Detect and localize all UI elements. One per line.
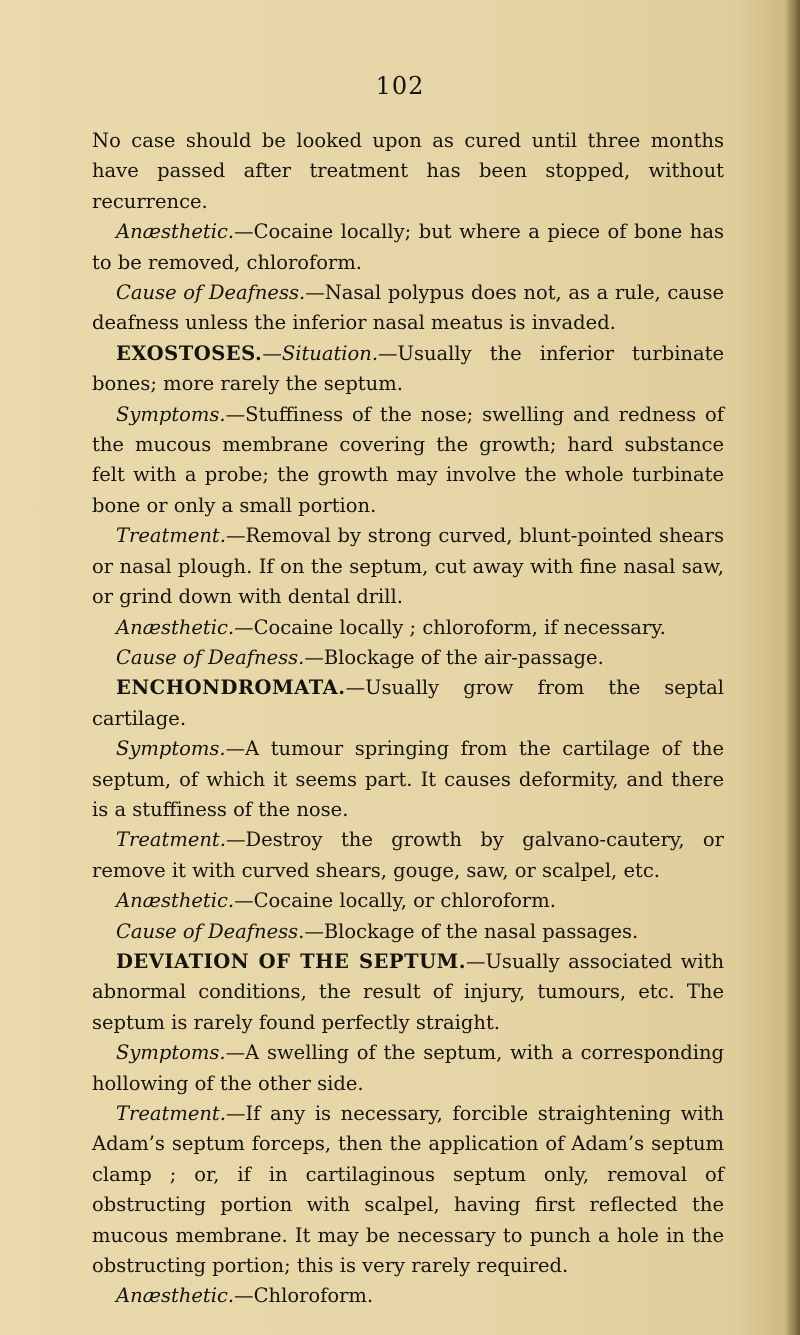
paragraph-10: Symptoms.—A tumour springing from the cartilage of the septum, of which it seems part. It causes deformity, and there is a stuffiness of the nose.	[92, 737, 724, 821]
body-text	[92, 126, 724, 1312]
paragraph-enchondromata: ENCHONDROMATA.—Usually grow from the septal cartilage.	[92, 676, 724, 730]
section-heading: ENCHONDROMATA.	[116, 676, 346, 700]
paragraph-5: Symptoms.—Stuffiness of the nose; swelling and redness of the mucous membrane covering the growth; hard substance felt with a probe; the growth may involve the whole turbinate bone or only a small portion.	[92, 402, 724, 517]
paragraph-16: Treatment.—If any is necessary, forcible straightening with Adam’s septum forceps, then the application of Adam’s septum clamp ; or, if in cartilaginous septum only, removal of obstructing portion with scalpel, having first reflected the mucous membrane. It may be necessary to punch a hole in the obstructing portion; this is very rarely required.	[92, 1102, 724, 1278]
paragraph-8: Cause of Deafness.—Blockage of the air-passage.	[116, 645, 604, 669]
paragraph-12: Anæsthetic.—Cocaine locally, or chloroform.	[116, 889, 556, 913]
paragraph-15: Symptoms.—A swelling of the septum, with a corresponding hollowing of the other side.	[92, 1041, 724, 1095]
paragraph-11: Treatment.—Destroy the growth by galvano-cautery, or remove it with curved shears, gouge, saw, or scalpel, etc.	[92, 828, 724, 882]
paragraph-3: Cause of Deafness.—Nasal polypus does not, as a rule, cause deafness unless the inferior nasal meatus is invaded.	[92, 281, 724, 335]
section-heading: DEVIATION OF THE SEPTUM.	[116, 949, 466, 973]
paragraph-13: Cause of Deafness.—Blockage of the nasal passages.	[116, 919, 639, 943]
paragraph-17: Anæsthetic.—Chloroform.	[116, 1284, 374, 1308]
section-heading: EXOSTOSES.	[116, 341, 263, 365]
paragraph-6: Treatment.—Removal by strong curved, blunt-pointed shears or nasal plough. If on the septum, cut away with fine nasal saw, or grind down with dental drill.	[92, 524, 724, 609]
paragraph-7: Anæsthetic.—Cocaine locally ; chloroform, if necessary.	[116, 615, 666, 639]
paragraph-exostoses: EXOSTOSES.—Situation.—Usually the inferior turbinate bones; more rarely the septum.	[92, 341, 724, 396]
paragraph-deviation: DEVIATION OF THE SEPTUM.—Usually associated with abnormal conditions, the result of injury, tumours, etc. The septum is rarely found perfectly straight.	[92, 949, 725, 1034]
paragraph-2: Anæsthetic.—Cocaine locally; but where a piece of bone has to be removed, chloroform.	[92, 220, 724, 274]
page-edge-shadow	[786, 0, 800, 1335]
paragraph-1: No case should be looked upon as cured until three months have passed after treatment has been stopped, without recurrence.	[92, 129, 724, 213]
page-number: 102	[375, 72, 425, 100]
